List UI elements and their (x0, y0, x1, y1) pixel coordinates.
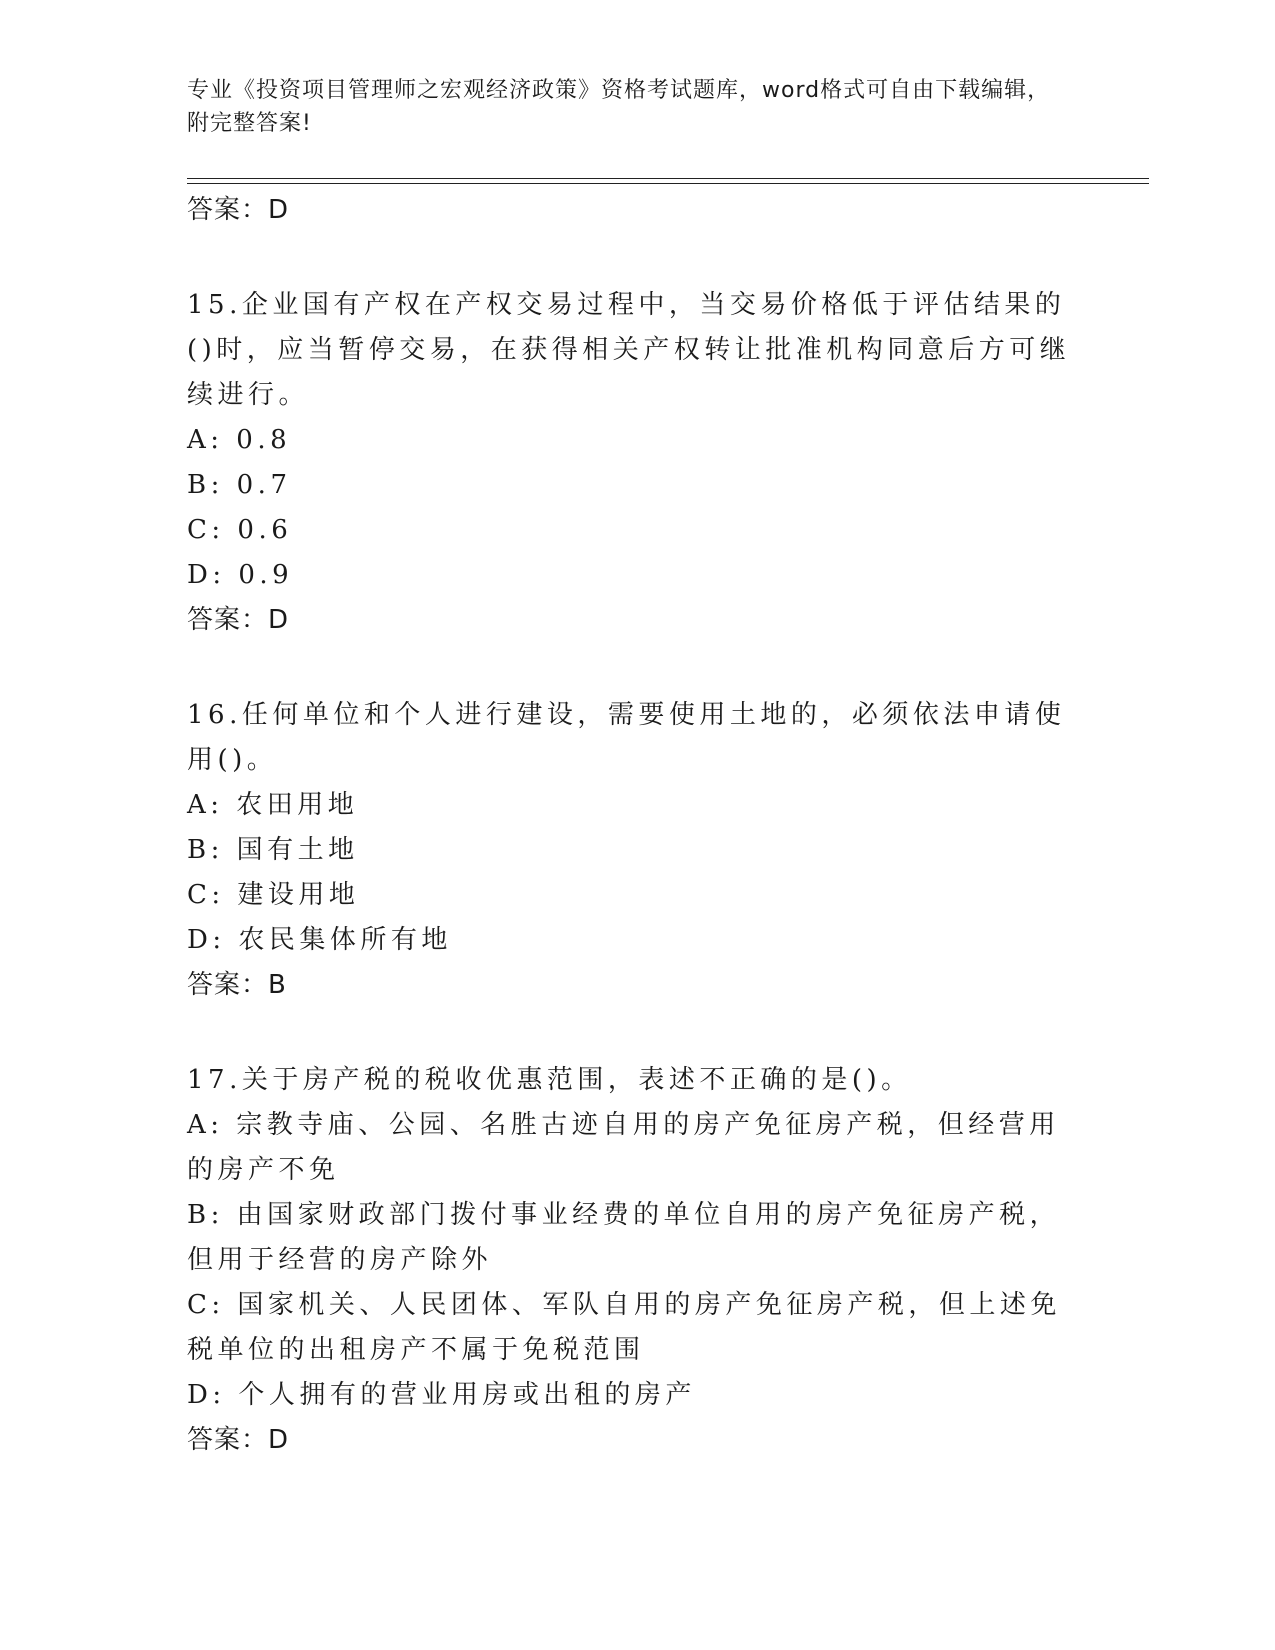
option-d: D: 农民集体所有地 (187, 925, 452, 955)
answer-line: 答案：D (187, 195, 290, 225)
spacer (187, 233, 1087, 283)
page-header: 专业《投资项目管理师之宏观经济政策》资格考试题库，word格式可自由下载编辑，附完整答案! (187, 78, 1051, 136)
question-block (187, 1058, 1087, 1463)
option-b: B: 由国家财政部门拨付事业经费的单位自用的房产免征房产税，但用于经营的房产除外 (187, 1200, 1061, 1275)
answer-line: 答案：D (187, 1425, 290, 1455)
option-d: D: 0.9 (187, 560, 294, 590)
header-rule-bottom (187, 183, 1149, 184)
option-a: A: 0.8 (187, 425, 292, 455)
question-list (187, 188, 1087, 1463)
option-d: D: 个人拥有的营业用房或出租的房产 (187, 1380, 696, 1410)
question-block (187, 693, 1087, 1008)
question-text: 16.任何单位和个人进行建设，需要使用土地的，必须依法申请使用()。 (187, 700, 1066, 775)
option-b: B: 0.7 (187, 470, 292, 500)
answer-line: 答案：B (187, 970, 287, 1000)
option-c: C: 建设用地 (187, 880, 360, 910)
option-b: B: 国有土地 (187, 835, 359, 865)
option-a: A: 农田用地 (187, 790, 359, 820)
question-text: 15.企业国有产权在产权交易过程中，当交易价格低于评估结果的()时，应当暂停交易，在获得相关产权转让批准机构同意后方可继续进行。 (187, 290, 1071, 410)
spacer (187, 643, 1087, 693)
question-block (187, 283, 1087, 643)
answer-line: 答案：D (187, 605, 290, 635)
spacer (187, 1008, 1087, 1058)
option-c: C: 0.6 (187, 515, 293, 545)
question-text: 17.关于房产税的税收优惠范围，表述不正确的是()。 (187, 1065, 912, 1095)
option-c: C: 国家机关、人民团体、军队自用的房产免征房产税，但上述免税单位的出租房产不属于免税范围 (187, 1290, 1061, 1365)
option-a: A: 宗教寺庙、公园、名胜古迹自用的房产免征房产税，但经营用的房产不免 (187, 1110, 1060, 1185)
header-rule-top (187, 178, 1149, 179)
